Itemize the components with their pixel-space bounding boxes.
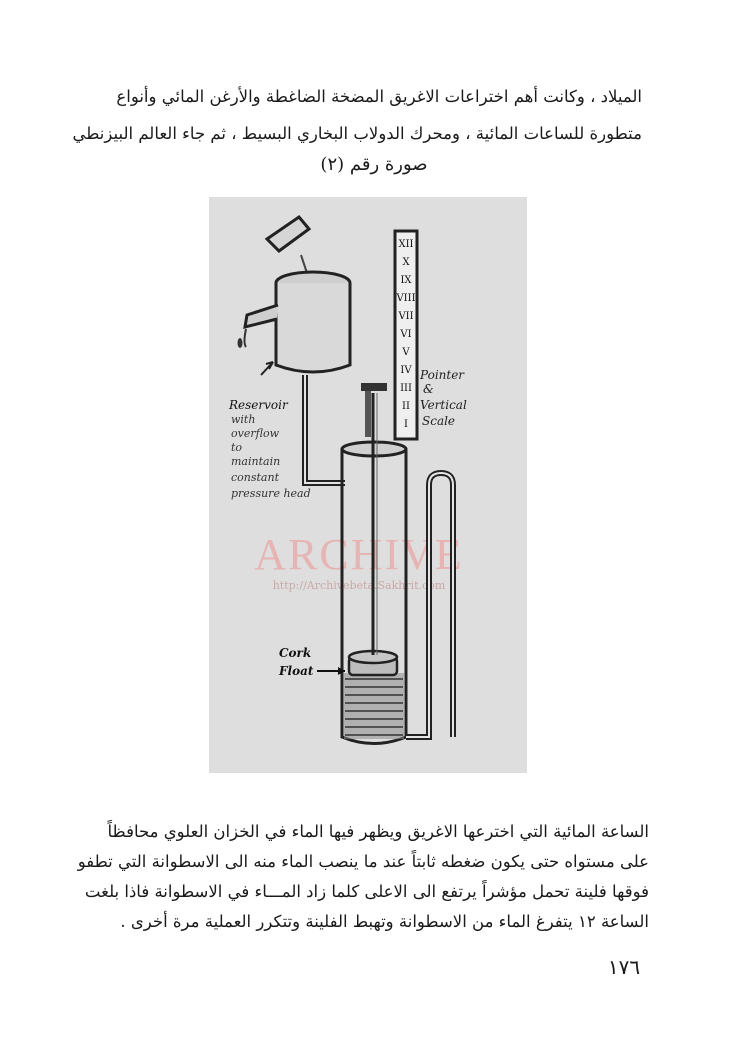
scale-numeral: X (402, 257, 410, 268)
svg-text:Cork: Cork (279, 646, 312, 660)
watermark-title: ARCHIVE (254, 530, 464, 579)
reservoir (238, 272, 351, 372)
scale-numeral: IV (400, 365, 412, 376)
cork-float-label (278, 646, 345, 678)
water-clock-figure (209, 197, 527, 773)
scale-numeral: III (400, 383, 412, 394)
text-line: فوقها فلينة تحمل مؤشراً يرتفع الى الاعلى كلما زاد المـــاء في الاسطوانة فاذا بلغت (84, 882, 649, 901)
inlet-pipe (267, 217, 309, 273)
svg-text:Pointer: Pointer (420, 368, 465, 382)
cork-float (349, 383, 397, 675)
svg-text:Float: Float (279, 664, 314, 678)
scale-numeral: VII (398, 311, 414, 322)
scale-numeral: VIII (396, 293, 416, 304)
bottom-paragraph (77, 817, 649, 937)
watermark-url: http://Archivebeta.Sakhrit.com (272, 579, 446, 592)
pointer-scale-label (419, 368, 467, 428)
svg-text:with: with (231, 413, 256, 426)
svg-text:overflow: overflow (231, 427, 279, 440)
text-line: متطورة للساعات المائية ، ومحرك الدولاب البخاري البسيط ، ثم جاء العالم البيزنطي (72, 124, 642, 143)
text-line: الميلاد ، وكانت أهم اختراعات الاغريق المضخة الضاغطة والأرغن المائي وأنواع (116, 87, 642, 106)
reservoir-label (228, 398, 311, 500)
svg-text:Scale: Scale (422, 414, 456, 428)
svg-text:maintain: maintain (231, 455, 281, 468)
scale-numeral: V (402, 347, 410, 358)
text-line: الساعة ١٢ يتفرغ الماء من الاسطوانة وتهبط الفلينة وتتكرر العملية مرة أخرى . (120, 912, 649, 931)
top-paragraph (72, 78, 642, 152)
vertical-scale (395, 231, 417, 439)
water-clock-illustration (209, 197, 527, 773)
siphon-tube (406, 473, 453, 737)
scale-numeral: I (404, 419, 408, 430)
text-line: على مستواه حتى يكون ضغطه ثابتاً عند ما ينصب الماء منه الى الاسطوانة التي تطفو (77, 852, 649, 871)
svg-text:Reservoir: Reservoir (229, 398, 288, 412)
scale-numeral: XII (398, 239, 414, 250)
svg-text:&: & (423, 382, 434, 396)
figure-caption: صورة رقم (٢) (320, 154, 428, 175)
archive-watermark (254, 530, 464, 592)
svg-text:constant: constant (231, 471, 279, 484)
svg-text:Vertical: Vertical (420, 398, 467, 412)
scale-numeral: II (402, 401, 410, 412)
text-line: الساعة المائية التي اخترعها الاغريق ويظهر فيها الماء في الخزان العلوي محافظاً (107, 822, 649, 841)
scale-numeral: VI (400, 329, 412, 340)
svg-text:to: to (231, 441, 243, 454)
scale-numeral: IX (400, 275, 412, 286)
page-number: ١٧٦ (607, 955, 641, 979)
svg-text:pressure head: pressure head (231, 487, 311, 500)
